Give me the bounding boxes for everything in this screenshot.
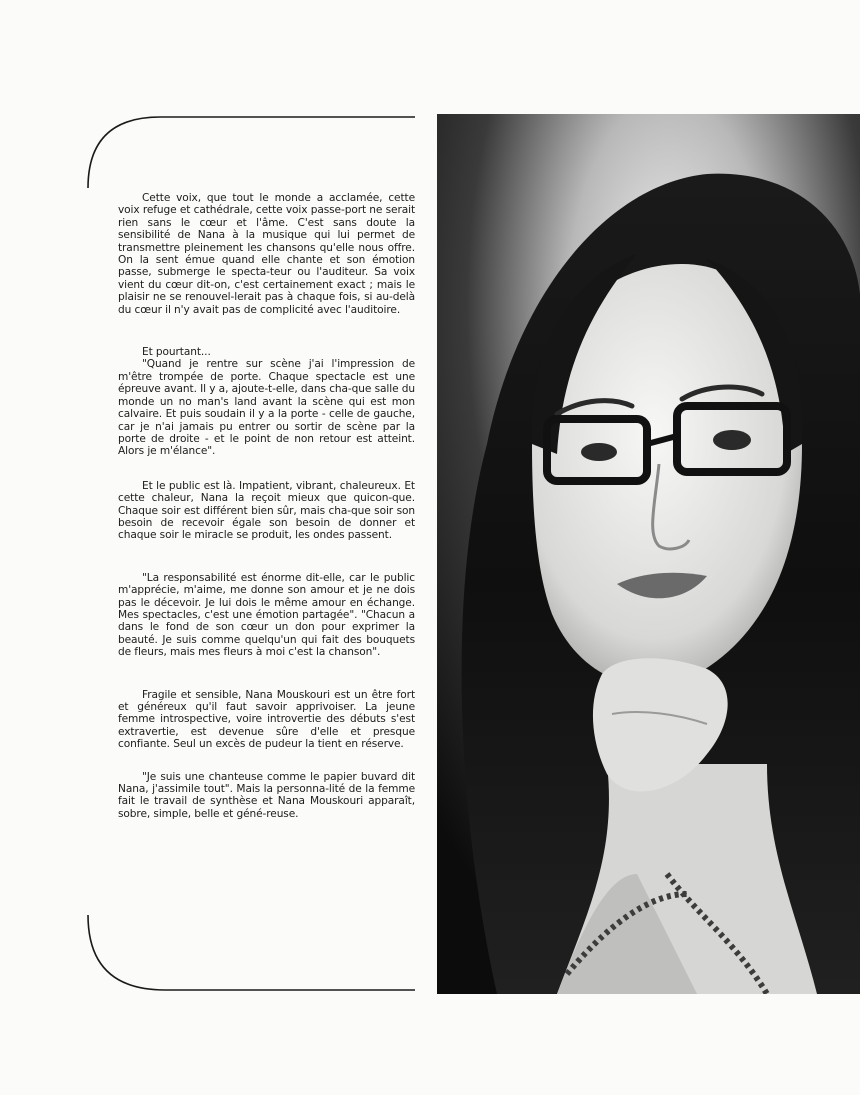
paragraph-quote-responsibility: "La responsabilité est énorme dit-elle, car le public m'apprécie, m'aime, me donne son amour et je ne dois pas le décevoir. Je lui dois le même amour en échange. Mes spectacles, c'est une émotion partagée". "Chacun a dans le fond de son cœur un don pour exprimer la beauté. Je suis comme quelqu'un qui fait des bouquets de fleurs, mais mes fleurs à moi c'est la chanson".: [118, 571, 415, 659]
paragraph-quote-stage: "Quand je rentre sur scène j'ai l'impression de m'être trompée de porte. Chaque spectacle est une épreuve avant. Il y a, ajoute-t-elle, dans cha-que salle du monde un no man's land avant la scène qui est mon calvaire. Et puis soudain il y a la porte - celle de gauche, car je n'ai jamais pu entrer ou sortir de scène par la porte de droite - et le point de non retour est atteint. Alors je m'élance".: [118, 358, 415, 458]
bottom-bracket: [88, 915, 415, 990]
portrait-photo: [437, 114, 860, 994]
article-text: [118, 192, 415, 820]
paragraph-public: Et le public est là. Impatient, vibrant, chaleureux. Et cette chaleur, Nana la reçoit mieux que quicon-que. Chaque soir est différent bien sûr, mais cha-que soir son besoin de recevoir égale son besoin de donner et chaque soir le miracle se produit, les ondes passent.: [118, 479, 415, 542]
paragraph-quote-buvard: "Je suis une chanteuse comme le papier buvard dit Nana, j'assimile tout". Mais la personna-lité de la femme fait le travail de synthèse et Nana Mouskouri apparaît, sobre, simple, belle et géné-reuse.: [118, 770, 415, 820]
paragraph-fragile: Fragile et sensible, Nana Mouskouri est un être fort et généreux qu'il faut savoir apprivoiser. La jeune femme introspective, voire introvertie des débuts s'est extravertie, est devenue sûre d'elle et presque confiante. Seul un excès de pudeur la tient en réserve.: [118, 688, 415, 751]
paragraph-voice: Cette voix, que tout le monde a acclamée, cette voix refuge et cathédrale, cette voix passe-port ne serait rien sans le cœur et l'âme. C'est sans doute la sensibilité de Nana à la musique qui lui permet de transmettre pleinement les chansons qu'elle nous offre. On la sent émue quand elle chante et son émotion passe, submerge le specta-teur ou l'auditeur. Sa voix vient du cœur dit-on, c'est certainement exact ; mais le plaisir ne se renouvel-lerait pas à chaque fois, si au-delà du cœur il n'y avait pas de complicité avec l'auditoire.: [118, 192, 415, 316]
top-bracket: [88, 117, 415, 188]
paragraph-et-pourtant: Et pourtant...: [142, 346, 211, 359]
